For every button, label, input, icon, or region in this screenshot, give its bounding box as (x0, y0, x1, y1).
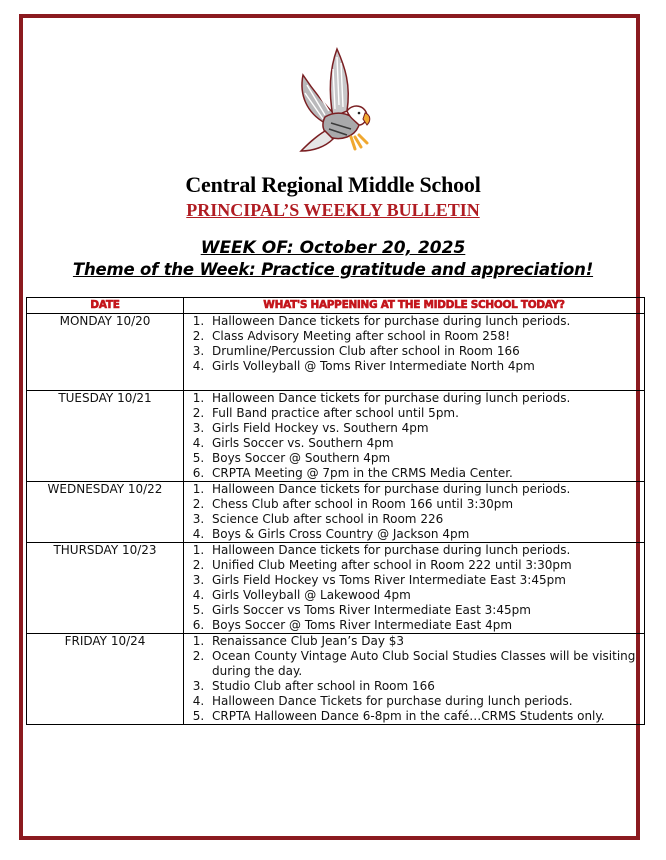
row-events (184, 314, 645, 391)
event-item: 4. Girls Volleyball @ Toms River Intermediate North 4pm (208, 359, 644, 374)
row-date: THURSDAY 10/23 (27, 543, 184, 634)
event-item: 1. Renaissance Club Jean’s Day $3 (208, 634, 644, 649)
event-item: 4. Boys & Girls Cross Country @ Jackson 4pm (208, 527, 644, 542)
event-list (184, 634, 644, 724)
table-row (27, 314, 645, 391)
row-events (184, 634, 645, 725)
row-date: FRIDAY 10/24 (27, 634, 184, 725)
event-item: 5. CRPTA Halloween Dance 6-8pm in the café…CRMS Students only. (208, 709, 644, 724)
event-item: 4. Girls Volleyball @ Lakewood 4pm (208, 588, 644, 603)
events-column-header: WHAT'S HAPPENING AT THE MIDDLE SCHOOL TODAY? (184, 298, 645, 314)
event-item: 3. Girls Field Hockey vs Toms River Intermediate East 3:45pm (208, 573, 644, 588)
event-item: 1. Halloween Dance tickets for purchase during lunch periods. (208, 314, 644, 329)
event-item: 4. Halloween Dance Tickets for purchase during lunch periods. (208, 694, 644, 709)
event-item: 5. Girls Soccer vs Toms River Intermediate East 3:45pm (208, 603, 644, 618)
event-item: 1. Halloween Dance tickets for purchase during lunch periods. (208, 482, 644, 497)
table-row (27, 391, 645, 482)
row-date: TUESDAY 10/21 (27, 391, 184, 482)
event-list (184, 391, 644, 481)
event-item: 6. Boys Soccer @ Toms River Intermediate East 4pm (208, 618, 644, 633)
weekly-schedule-table (26, 297, 645, 725)
table-row (27, 482, 645, 543)
event-item: 3. Girls Field Hockey vs. Southern 4pm (208, 421, 644, 436)
event-item: 3. Drumline/Percussion Club after school in Room 166 (208, 344, 644, 359)
row-events (184, 543, 645, 634)
event-item: 2. Ocean County Vintage Auto Club Social Studies Classes will be visiting during the day. (208, 649, 644, 679)
event-item: 1. Halloween Dance tickets for purchase during lunch periods. (208, 391, 644, 406)
date-column-header: DATE (27, 298, 184, 314)
eagle-mascot-icon (285, 45, 385, 155)
table-row (27, 634, 645, 725)
theme-of-week: Theme of the Week: Practice gratitude and appreciation! (72, 260, 594, 279)
table-header-row (27, 298, 645, 314)
week-of-heading: WEEK OF: October 20, 2025 (200, 238, 466, 258)
event-item: 2. Chess Club after school in Room 166 until 3:30pm (208, 497, 644, 512)
event-list (184, 482, 644, 542)
event-item: 2. Full Band practice after school until 5pm. (208, 406, 644, 421)
table-row (27, 543, 645, 634)
event-list (184, 543, 644, 633)
event-list (184, 314, 644, 374)
event-item: 5. Boys Soccer @ Southern 4pm (208, 451, 644, 466)
event-item: 3. Studio Club after school in Room 166 (208, 679, 644, 694)
event-item: 2. Unified Club Meeting after school in Room 222 until 3:30pm (208, 558, 644, 573)
row-events (184, 482, 645, 543)
event-item: 1. Halloween Dance tickets for purchase during lunch periods. (208, 543, 644, 558)
row-date: WEDNESDAY 10/22 (27, 482, 184, 543)
school-name: Central Regional Middle School (185, 172, 481, 197)
event-item: 2. Class Advisory Meeting after school in Room 258! (208, 329, 644, 344)
row-date: MONDAY 10/20 (27, 314, 184, 391)
event-item: 3. Science Club after school in Room 226 (208, 512, 644, 527)
row-events (184, 391, 645, 482)
event-item: 6. CRPTA Meeting @ 7pm in the CRMS Media Center. (208, 466, 644, 481)
event-item: 4. Girls Soccer vs. Southern 4pm (208, 436, 644, 451)
bulletin-title: PRINCIPAL’S WEEKLY BULLETIN (186, 200, 480, 220)
